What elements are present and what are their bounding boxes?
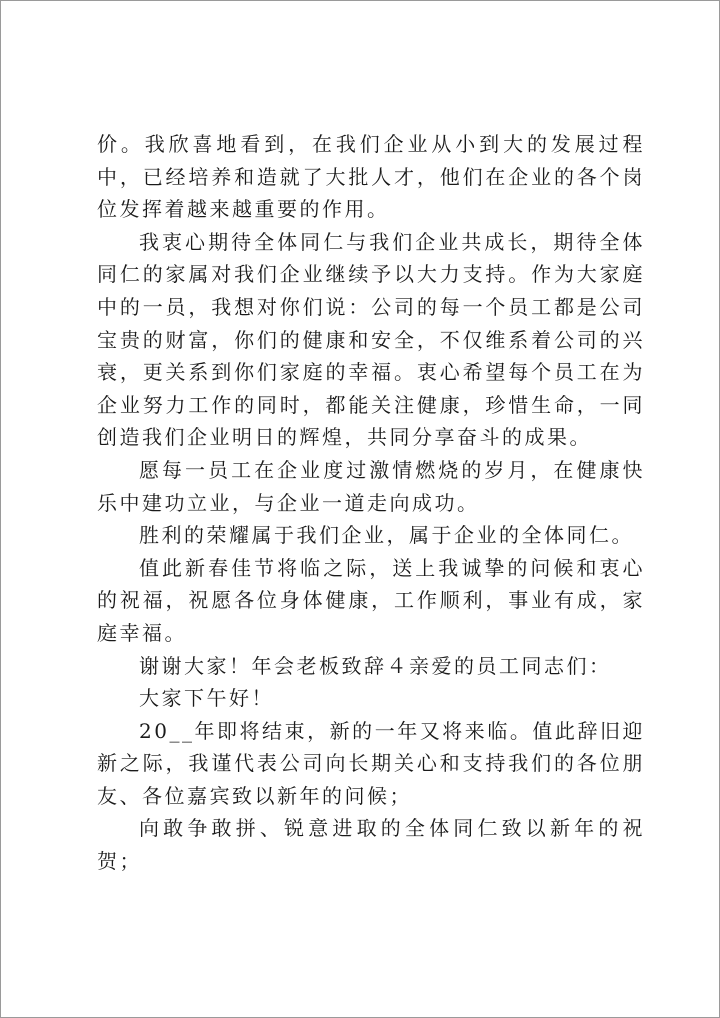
paragraph-6: 谢谢大家！年会老板致辞４亲爱的员工同志们： bbox=[139, 653, 612, 678]
paragraph-1: 价。我欣喜地看到，在我们企业从小到大的发展过程中，已经培养和造就了大批人才，他们在企业的各个岗位发挥着越来越重要的作用。 bbox=[97, 132, 645, 222]
document-body bbox=[97, 128, 645, 878]
paragraph-4: 胜利的荣耀属于我们企业，属于企业的全体同仁。 bbox=[139, 523, 634, 548]
paragraph-3: 愿每一员工在企业度过激情燃烧的岁月，在健康快乐中建功立业，与企业一道走向成功。 bbox=[97, 457, 645, 515]
paragraph-7: 大家下午好！ bbox=[139, 686, 274, 711]
paragraph-9: 向敢争敢拼、锐意进取的全体同仁致以新年的祝贺； bbox=[97, 816, 645, 874]
paragraph-5: 值此新春佳节将临之际，送上我诚挚的问候和衷心的祝福，祝愿各位身体健康，工作顺利，事业有成，家庭幸福。 bbox=[97, 555, 645, 645]
paragraph-8: 20__年即将结束，新的一年又将来临。值此辞旧迎新之际，我谨代表公司向长期关心和支持我们的各位朋友、各位嘉宾致以新年的问候； bbox=[97, 718, 645, 808]
paragraph-2: 我衷心期待全体同仁与我们企业共成长，期待全体同仁的家属对我们企业继续予以大力支持。作为大家庭中的一员，我想对你们说：公司的每一个员工都是公司宝贵的财富，你们的健康和安全，不仅维系着公司的兴衰，更关系到你们家庭的幸福。衷心希望每个员工在为企业努力工作的同时，都能关注健康，珍惜生命，一同创造我们企业明日的辉煌，共同分享奋斗的成果。 bbox=[97, 229, 645, 450]
